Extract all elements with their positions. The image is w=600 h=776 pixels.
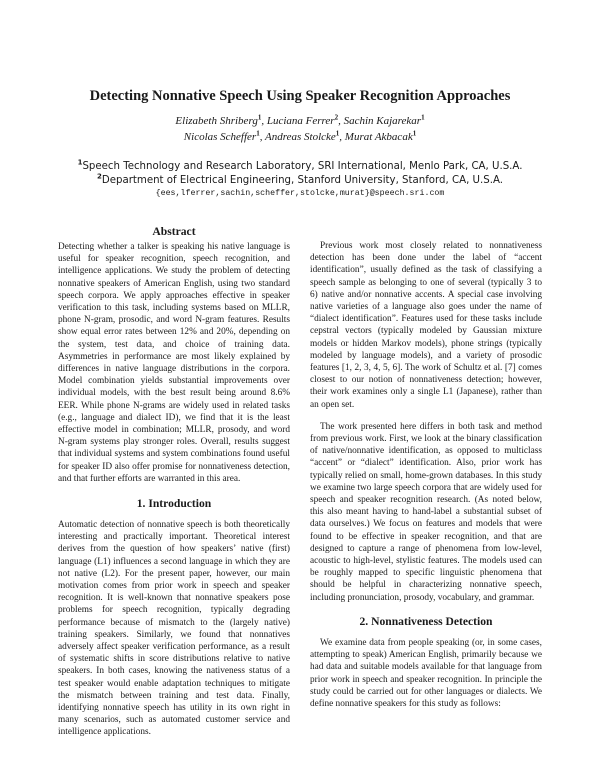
author-name: Nicolas Scheffer [183, 131, 257, 143]
approach-paragraph: The work presented here differs in both task and method from previous work. First, we look at the binary classification of native/nonnative identification, as opposed to multiclass “accent” or “dialect” identification. Also, prior work has typically relied on small, home-grown databases. In this study we examine two large speech corpora that are widely used for speech and speaker recognition research. (As noted below, this also meant having to hand-label a substantial subset of data ourselves.) We focus on features and models that were found to be effective in speaker recognition, and that are designed to capture a range of phenomena from low-level, acoustic to high-level, stylistic features. The models used can be roughly mapped to specific linguistic phenomena that should be helpful in characterizing nonnative speech, including pronunciation, prosody, vocabulary, and grammar. [310, 421, 542, 603]
author-affil-mark: 1 [257, 113, 262, 122]
author-line-1: Elizabeth Shriberg$^1$, Luciana Ferrer$^2$, Sachin Kajarekar$^1$ [175, 113, 425, 127]
author-list [0, 113, 600, 145]
author-name: Elizabeth Shriberg [175, 115, 258, 127]
affiliation-2: $^2$Department of Electrical Engineering, Stanford University, Stanford, CA, U.S.A. [97, 172, 503, 186]
abstract-text: Detecting whether a talker is speaking his native language is useful for speaker recognition, speech recognition, and intelligence applications. We study the problem of detecting nonnative speakers of American English, using two standard speech corpora. We apply approaches effective in speaker verification to this task, including systems based on MLLR, phone N-gram, prosodic, and word N-gram features. Results show equal error rates between 12% and 20%, depending on the system, test data, and choice of training data. Asymmetries in performance are most likely explained by differences in native language distributions in the corpora. Model combination yields substantial improvements over individual models, with the best result being around 8.6% EER. While phone N-grams are widely used in related tasks (e.g., language and dialect ID), we find that it is the least effective model in combination; MLLR, prosody, and word N-gram systems play stronger roles. Overall, results suggest that individual systems and system combinations found useful for speaker ID also offer promise for nonnativeness detection, and that further efforts are warranted in this area. [58, 242, 290, 484]
introduction-text: Automatic detection of nonnative speech is both theoretically interesting and practically important. Theoretical interest derives from the question of how speakers’ native (first) language (L1) influences a second language in which they are not native (L2). For the present paper, however, our main motivation comes from prior work in speech and speaker recognition. It is well-known that nonnative speakers pose problems for speech recognition, typically degrading performance because of mismatch to the (largely native) training speakers. Similarly, we found that nonnatives adversely affect speaker verification performance, as a result of systematic shifts in score distributions relative to native speakers. In both cases, knowing the nativeness status of a test speaker would enable adaptation techniques to mitigate the mismatch between training and test data. Finally, identifying nonnative speech has utility in its own right in many scenarios, such as automated customer service and intelligence applications. [58, 520, 290, 738]
author-line-2: Nicolas Scheffer$^1$, Andreas Stolcke$^1$, Murat Akbacak$^1$ [183, 129, 417, 143]
author-name: Sachin Kajarekar [343, 115, 422, 127]
nonnativeness-text: We examine data from people speaking (or, in some cases, attempting to speak) American English, primarily because we had data and suitable models available for that language from prior work in speech and speaker recognition. In principle the study could be carried out for other languages or dialects. We define nonnative speakers for this study as follows: [310, 638, 542, 710]
affiliation-1: $^1$Speech Technology and Research Laboratory, SRI International, Menlo Park, CA, U.S.A. [77, 158, 523, 172]
affiliations [0, 160, 600, 187]
nonnativeness-heading: 2. Nonnativeness Detection [359, 615, 493, 628]
author-name: Andreas Stolcke [265, 131, 336, 143]
author-affil-mark: 2 [334, 113, 339, 122]
left-column [58, 241, 290, 485]
abstract-heading: Abstract [152, 225, 196, 238]
paper-title: Detecting Nonnative Speech Using Speaker Recognition Approaches [89, 88, 511, 104]
contact-email: {ees,lferrer,sachin,scheffer,stolcke,murat}@speech.sri.com [155, 189, 445, 198]
author-affil-mark: 1 [335, 129, 340, 138]
author-affil-mark: 1 [256, 129, 260, 138]
introduction-heading: 1. Introduction [136, 497, 212, 510]
author-name: Luciana Ferrer [266, 115, 335, 127]
related-work-paragraph: Previous work most closely related to nonnativeness detection has been done under the label of “accent identification”, usually defined as the task of classifying a speech sample as belonging to one of several (typically 3 to 6) native and/or nonnative accents. A special case involving native varieties of a language also goes under the name of “dialect identification”. Features used for these tasks include cepstral vectors (typically modeled by Gaussian mixture models or hidden Markov models), phone strings (typically modeled by language models), and a variety of prosodic features [1, 2, 3, 4, 5, 6]. The work of Schultz et al. [7] comes closest to our notion of nonnativeness detection; however, their work examines only a single L1 (Japanese), rather than an open set. [310, 241, 542, 410]
nonnativeness-body [310, 637, 542, 710]
author-affil-mark: 1 [421, 113, 425, 122]
right-column [310, 240, 542, 604]
introduction-body [58, 519, 290, 739]
author-affil-mark: 1 [412, 129, 417, 138]
author-name: Murat Akbacak [344, 131, 413, 143]
